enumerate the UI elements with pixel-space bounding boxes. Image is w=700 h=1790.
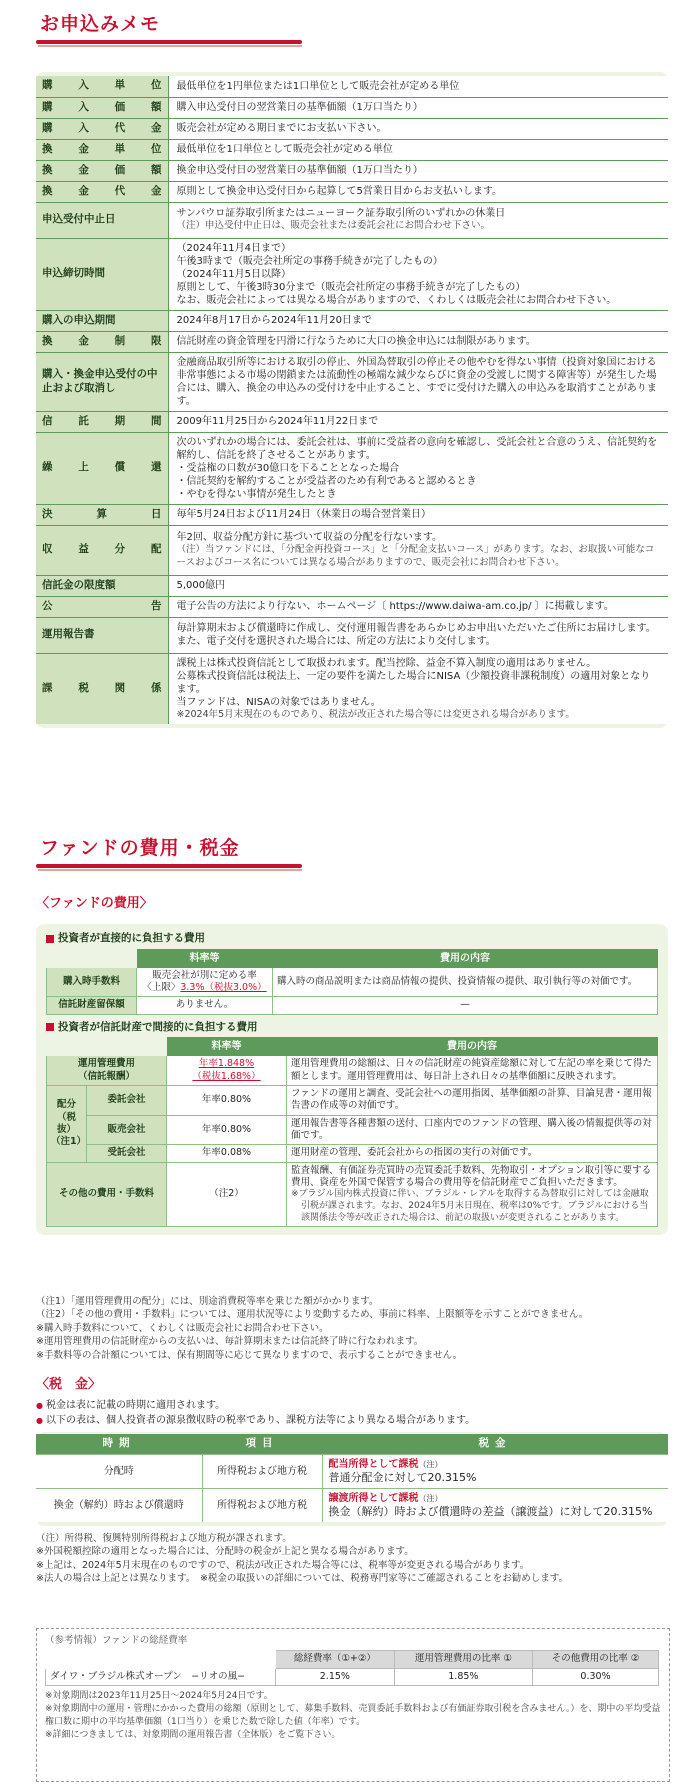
memo-row-value: 課税上は株式投資信託として取扱われます。配当控除、益金不算入制度の適用はありません。 公募株式投資信託は税法上、一定の要件を満たした場合にNISA（少額投資非課税制度）の適用対象となります。 当ファンドは、NISAの対象ではありません。 ※2024年5月末現在のものであり、税法が改正された場合等には変更される場合があります。 [168, 653, 668, 724]
table-row: 換金（解約）時および償還時 所得税および地方税 譲渡所得として課税（注） 換金（解約）時および償還時の差益（譲渡益）に対して20.315% [36, 1488, 668, 1522]
indirect-cost-table: 料率等 費用の内容 運用管理費用 （信託報酬） 年率1.848% （税抜1.68%） 運用管理費用の総額は、日々の信託財産の純資産総額に対して左記の率を乗じて得た額とします。運用管理費用は、毎日計上され日々の基準価額に反映されます。 配分（税抜）（注1） 委託会社 年率0.80% ファンドの運用と調査、受託会社への運用指図、基準価額の計算、目論見書・運用報告書の作成等の対価です。 販売会社 年率0.80% 運用報告書等各種書類の送付、口座内でのファンドの管理、購入後の情報提供等の対価です。 受託会社 年率0.08% 運用財産の管理、委託会社からの指図の実行の対価です。 その他の費用・手数料 （注2） 監査報酬、有価証券売買時の売買委託手数料、先物取引・オプション取引等に要する費用、資産を外国で保管する場合の費用等を信託財産でご負担いただきます。 ※ブラジル国内株式投資に伴い、ブラジル・レアルを取得する為替取引に対しては金融取引税が課されます。なお、2024年5月末日現在、税率は0%です。ブラジルにおける当該関係法令等が改正された場合は、前記の取扱いが変更されることがあります。 [46, 1037, 658, 1227]
direct-cost-heading: 投資者が直接的に負担する費用 [46, 932, 658, 946]
col-rate-header: 料率等 [137, 949, 273, 967]
fees-title: ファンドの費用・税金 [40, 837, 240, 859]
table-row: 販売会社 年率0.80% 運用報告書等各種書類の送付、口座内でのファンドの管理、購入後の情報提供等の対価です。 [47, 1115, 658, 1145]
memo-row [36, 118, 668, 139]
note-line: ※手数料等の合計額については、保有期間等に応じて異なりますので、表示することができません。 [36, 1349, 463, 1361]
memo-row [36, 653, 668, 724]
memo-row [36, 596, 668, 617]
memo-row-label: 運用報告書 [36, 617, 168, 653]
memo-row-label: 購 入 単 位 [36, 76, 168, 97]
memo-row [36, 411, 668, 432]
table-row: ダイワ・ブラジル株式オープン −リオの風− 2.15% 1.85% 0.30% [46, 1668, 659, 1685]
memo-row-label: 信 託 期 間 [36, 411, 168, 432]
memo-row [36, 139, 668, 160]
note-line: （注1）「運用管理費用の配分」には、別途消費税等率を乗じた額がかかります。 [36, 1296, 379, 1307]
fees-panel [36, 924, 668, 1235]
buy-fee-rate: 販売会社が別に定める率 〈上限〉3.3%（税抜3.0%） [137, 967, 273, 997]
memo-row [36, 97, 668, 118]
note-line: ※詳細につきましては、対象期間の運用報告書（全体版）をご覧下さい。 [45, 1730, 341, 1741]
memo-row-value: 換金申込受付日の翌営業日の基準価額（1万口当たり） [168, 160, 668, 181]
indirect-cost-heading: 投資者が信託財産で間接的に負担する費用 [46, 1021, 658, 1035]
table-row [47, 997, 658, 1014]
memo-table-panel [36, 72, 668, 728]
note-line: ※外国税額控除の適用となった場合には、分配時の税金が上記と異なる場合があります。 [36, 1546, 414, 1558]
memo-row-label: 決 算 日 [36, 504, 168, 525]
memo-row [36, 238, 668, 310]
table-row [47, 1162, 658, 1227]
reference-table: 総経費率（①+②） 運用管理費用の比率 ① その他費用の比率 ② ダイワ・ブラジル株式オープン −リオの風− 2.15% 1.85% 0.30% [45, 1650, 659, 1686]
fees-subtitle: 〈ファンドの費用〉 [36, 896, 153, 911]
alloc-label: 配分（税抜）（注1） [47, 1086, 87, 1163]
col-time-header: 時期 [36, 1434, 202, 1454]
memo-row-value: 最低単位を1円単位または1口単位として販売会社が定める単位 [168, 76, 668, 97]
table-row [47, 1056, 658, 1086]
col-tax-header: 税金 [322, 1434, 668, 1454]
tax-panel [36, 1432, 668, 1526]
memo-row-label: 購入・換金申込受付の中止および取消し [36, 352, 168, 411]
note-line: ● 以下の表は、個人投資者の源泉徴収時の税率であり、課税方法等により異なる場合があります。 [36, 1413, 676, 1428]
other-fee-rate: （注2） [167, 1162, 287, 1227]
memo-row [36, 181, 668, 202]
memo-row-value: 年2回、収益分配方針に基づいて収益の分配を行ないます。 （注）当ファンドには、「分配金再投資コース」と「分配金支払いコース」があります。なお、お取扱い可能なコースおよびコース名については異なる場合がありますので、販売会社にお問合わせ下さい。 [168, 525, 668, 575]
col-item-header: 項目 [202, 1434, 322, 1454]
memo-row-value: 次のいずれかの場合には、委託会社は、事前に受益者の意向を確認し、受託会社と合意のうえ、信託契約を解約し、信託を終了させることがあります。 ・受益権の口数が30億口を下ることとなった場合 ・信託契約を解約することが受益者のため有利であると認めるとき ・やむを得ない事情が発生したとき [168, 432, 668, 504]
col-content-header: 費用の内容 [273, 949, 658, 967]
retention-label: 信託財産留保額 [47, 997, 137, 1014]
note-line: ※法人の場合は上記とは異なります。 ※税金の取扱いの詳細については、税務専門家等にご確認されることをお勧めします。 [36, 1573, 568, 1585]
memo-row-value: 販売会社が定める期日までにお支払い下さい。 [168, 118, 668, 139]
memo-row [36, 310, 668, 331]
memo-row-value: 2024年8月17日から2024年11月20日まで [168, 310, 668, 331]
memo-row-value: （2024年11月4日まで） 午後3時まで（販売会社所定の事務手続きが完了したもの） （2024年11月5日以降） 原則として、午後3時30分まで（販売会社所定の事務手続きが完了したもの） なお、販売会社によっては異なる場合がありますので、くわしくは販売会社にお問合わせ下さい。 [168, 238, 668, 310]
note-line: （注2）「その他の費用・手数料」については、運用状況等により変動するため、事前に料率、上限額等を示すことができません。 [36, 1309, 589, 1321]
memo-row-value: 原則として換金申込受付日から起算して5営業日目からお支払いします。 [168, 181, 668, 202]
memo-row-value: 金融商品取引所等における取引の停止、外国為替取引の停止その他やむを得ない事情（投資対象国における非常事態による市場の閉鎖または流動性の極端な減少ならびに資金の受渡しに関する障害等）が発生した場合には、購入、換金の申込みの受付けを中止すること、すでに受付けた購入の申込みを取消すことがあります。 [168, 352, 668, 411]
memo-row-label: 購 入 代 金 [36, 118, 168, 139]
note-line: ※対象期間中の運用・管理にかかった費用の総額（原則として、募集手数料、売買委託手数料および有価証券取引税を含みません。）を、期中の平均受益権口数に期中の平均基準価額（1口当り）を乗じた数で除した値（年率）です。 [45, 1704, 661, 1728]
memo-row [36, 352, 668, 411]
memo-row-label: 換 金 制 限 [36, 331, 168, 352]
tax-notes [36, 1532, 676, 1586]
memo-row-label: 購入の申込期間 [36, 310, 168, 331]
memo-row-label: 収 益 分 配 [36, 525, 168, 575]
tax-bullets [36, 1398, 676, 1428]
memo-row [36, 525, 668, 575]
buy-fee-content: 購入時の商品説明または商品情報の提供、投資情報の提供、取引執行等の対価です。 [273, 967, 658, 997]
square-bullet-icon [46, 935, 54, 943]
memo-row-label: 申込受付中止日 [36, 202, 168, 238]
retention-rate: ありません。 [137, 997, 273, 1014]
memo-table [36, 76, 668, 724]
memo-row [36, 432, 668, 504]
other-fee-label: その他の費用・手数料 [47, 1162, 167, 1227]
memo-row-value: 最低単位を1口単位として販売会社が定める単位 [168, 139, 668, 160]
memo-row-label: 購 入 価 額 [36, 97, 168, 118]
fees-title-underline [36, 864, 302, 868]
memo-title-underline [36, 40, 302, 44]
fee-notes [36, 1295, 676, 1362]
note-line: ※購入時手数料について、くわしくは販売会社にお問合わせ下さい。 [36, 1322, 329, 1334]
other-fee-content: 監査報酬、有価証券売買時の売買委託手数料、先物取引・オプション取引等に要する費用、資産を外国で保管する場合の費用等を信託財産でご負担いただきます。 ※ブラジル国内株式投資に伴い、ブラジル・レアルを取得する為替取引に対しては金融取引税が課されます。なお、2024年5月末日現在、税率は0%です。ブラジルにおける当該関係法令等が改正された場合は、前記の取扱いが変更されることがあります。 [287, 1162, 658, 1227]
memo-row-label: 公 告 [36, 596, 168, 617]
memo-row-value: 信託財産の資金管理を円滑に行なうために大口の換金申込には制限があります。 [168, 331, 668, 352]
reference-box [36, 1628, 670, 1782]
table-row: 受託会社 年率0.08% 運用財産の管理、委託会社からの指図の実行の対価です。 [47, 1145, 658, 1162]
memo-title: お申込みメモ [40, 13, 161, 35]
memo-row [36, 76, 668, 97]
memo-row-label: 換 金 代 金 [36, 181, 168, 202]
retention-content: — [273, 997, 658, 1014]
fund-name: ダイワ・ブラジル株式オープン −リオの風− [46, 1668, 276, 1685]
memo-row-value: サンパウロ証券取引所またはニューヨーク証券取引所のいずれかの休業日 （注）申込受付中止日は、販売会社または委託会社にお問合わせ下さい。 [168, 202, 668, 238]
note-line: ※対象期間は2023年11月25日〜2024年5月24日です。 [45, 1691, 273, 1702]
tax-table [36, 1434, 668, 1522]
buy-fee-label: 購入時手数料 [47, 967, 137, 997]
memo-row-value: 毎計算期末および償還時に作成し、交付運用報告書をあらかじめお申出いただいたご住所にお届けします。また、電子交付を選択された場合には、所定の方法により交付します。 [168, 617, 668, 653]
memo-row-label: 換 金 単 位 [36, 139, 168, 160]
table-row: 分配時 所得税および地方税 配当所得として課税（注） 普通分配金に対して20.315% [36, 1454, 668, 1488]
table-row: 配分（税抜）（注1） 委託会社 年率0.80% ファンドの運用と調査、受託会社への運用指図、基準価額の計算、目論見書・運用報告書の作成等の対価です。 [47, 1086, 658, 1116]
reference-title: （参考情報）ファンドの総経費率 [45, 1635, 188, 1646]
table-row [47, 967, 658, 997]
memo-row-label: 課 税 関 係 [36, 653, 168, 724]
note-line: ● 税金は表に記載の時期に適用されます。 [36, 1398, 676, 1413]
memo-row [36, 504, 668, 525]
memo-row [36, 202, 668, 238]
memo-row [36, 160, 668, 181]
memo-row-value: 2009年11月25日から2024年11月22日まで [168, 411, 668, 432]
mgmt-fee-label: 運用管理費用 （信託報酬） [47, 1056, 167, 1086]
note-line: ※運用管理費用の信託財産からの支払いは、毎計算期末または信託終了時に行なわれます。 [36, 1336, 424, 1348]
memo-row-label: 信託金の限度額 [36, 575, 168, 596]
tax-subtitle: 〈税 金〉 [36, 1377, 102, 1392]
memo-row-value: 毎年5月24日および11月24日（休業日の場合翌営業日） [168, 504, 668, 525]
note-line: （注）所得税、復興特別所得税および地方税が課されます。 [36, 1533, 292, 1544]
note-line: ※上記は、2024年5月末現在のものですので、税法が改正された場合等には、税率等が変更される場合があります。 [36, 1559, 530, 1571]
memo-row-label: 申込締切時間 [36, 238, 168, 310]
direct-cost-table [46, 949, 658, 1015]
memo-row [36, 575, 668, 596]
mgmt-fee-rate: 年率1.848% （税抜1.68%） [167, 1056, 287, 1086]
memo-row-value: 5,000億円 [168, 575, 668, 596]
memo-row [36, 617, 668, 653]
mgmt-fee-content: 運用管理費用の総額は、日々の信託財産の純資産総額に対して左記の率を乗じて得た額とします。運用管理費用は、毎日計上され日々の基準価額に反映されます。 [287, 1056, 658, 1086]
memo-row [36, 331, 668, 352]
memo-row-label: 換 金 価 額 [36, 160, 168, 181]
square-bullet-icon [46, 1023, 54, 1031]
memo-row-label: 繰 上 償 還 [36, 432, 168, 504]
reference-notes [45, 1690, 661, 1742]
memo-row-value: 購入申込受付日の翌営業日の基準価額（1万口当たり） [168, 97, 668, 118]
memo-row-value: 電子公告の方法により行ない、ホームページ〔 https://www.daiwa-am.co.jp/ 〕に掲載します。 [168, 596, 668, 617]
